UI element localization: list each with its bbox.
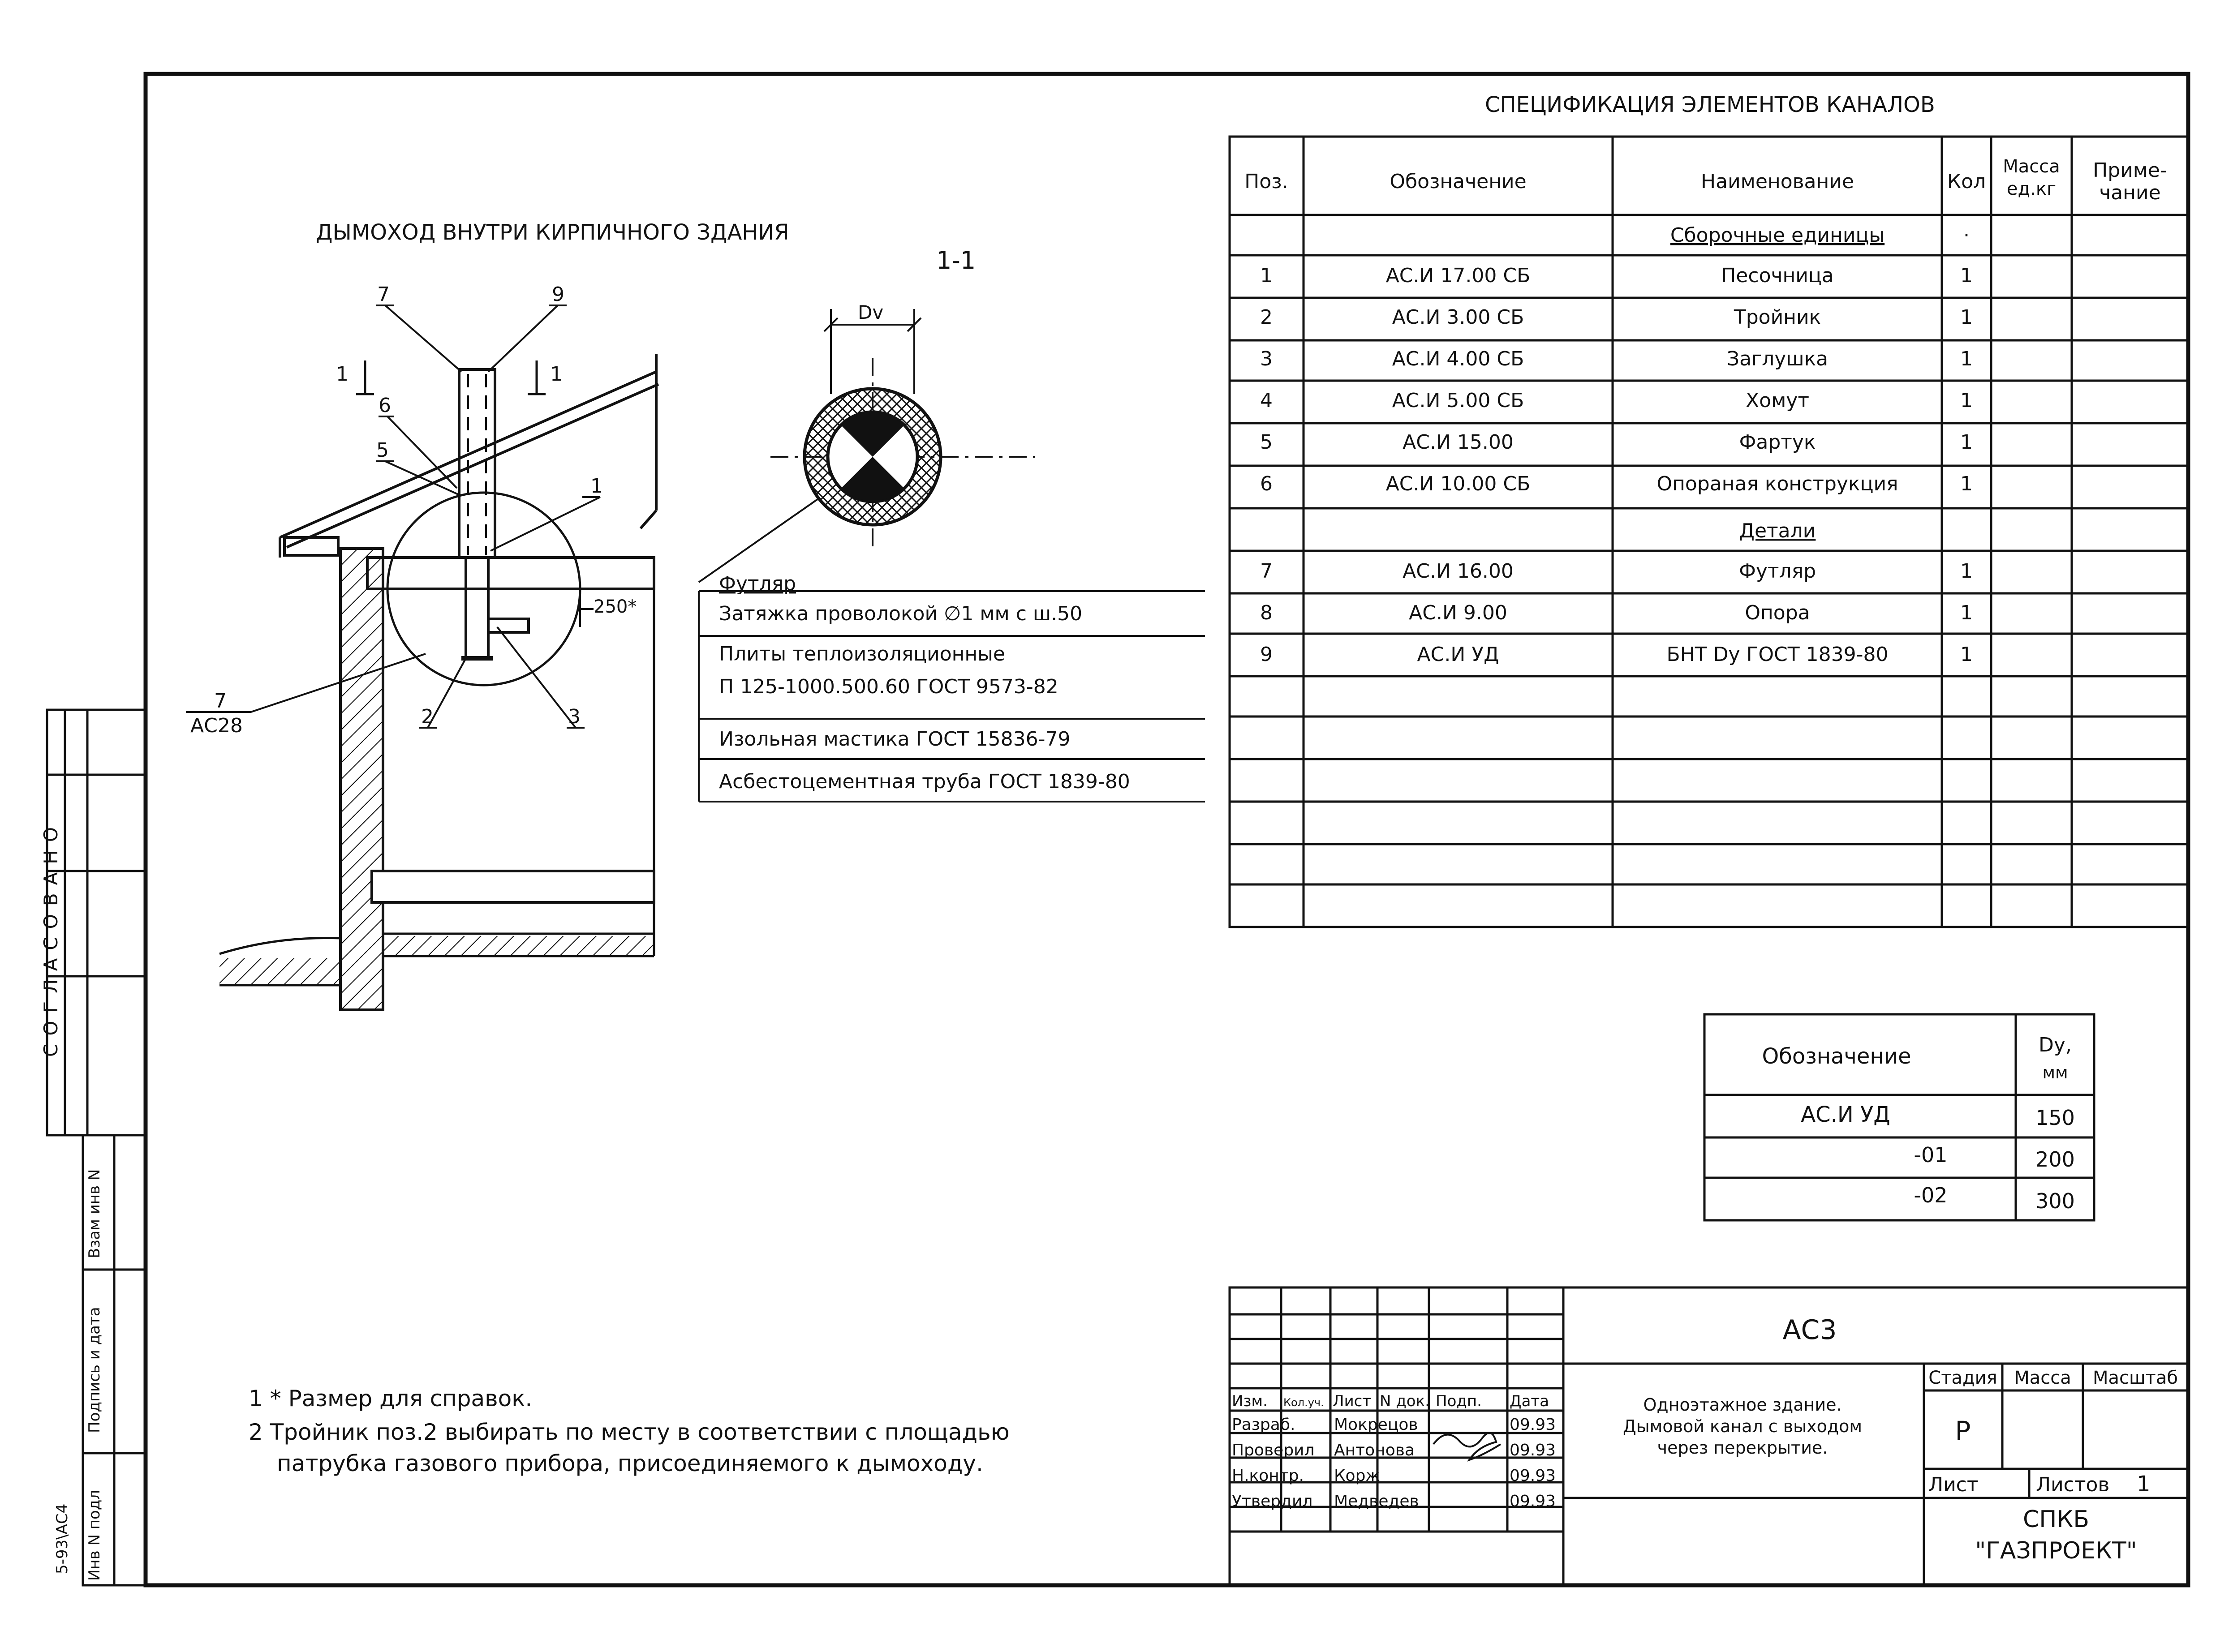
tb-sheets-label: Листов — [2036, 1473, 2110, 1496]
spec-cell-name: БНТ Dy ГОСТ 1839-80 — [1666, 643, 1889, 666]
callout-7-lower: 7 — [214, 690, 227, 712]
callout-1: 1 — [590, 475, 603, 498]
table-row — [1260, 306, 1973, 329]
side-stamp — [47, 710, 146, 1585]
spec-cell-pos: 2 — [1260, 306, 1273, 329]
tb-col-ndok: N док. — [1380, 1392, 1430, 1410]
dy-row-1-dy: 150 — [2035, 1106, 2075, 1130]
tb-stage-label: Стадия — [1928, 1368, 1997, 1388]
callout-2: 3 — [568, 705, 581, 728]
section-mark-right: 1 — [550, 363, 563, 386]
stamp-code-label: 5-93\АС4 — [53, 1503, 71, 1574]
tb-stage-value: Р — [1955, 1416, 1971, 1446]
spec-cell-qty: 1 — [1960, 472, 1973, 495]
spec-cell-qty: 1 — [1960, 643, 1973, 666]
table-row — [1260, 601, 1973, 624]
table-row — [1260, 643, 1973, 666]
callout-leaders — [186, 305, 600, 728]
signature — [1433, 1433, 1501, 1460]
spec-header-note-2: чание — [2099, 181, 2161, 204]
tb-role: Н.контр. — [1232, 1467, 1304, 1485]
spec-header-mass: Масса — [2003, 156, 2060, 177]
spec-section-assembly-qty: · — [1963, 224, 1970, 247]
note-2: 2 Тройник поз.2 выбирать по месту в соответствии с площадью — [249, 1419, 1010, 1445]
spec-header-pos: Поз. — [1244, 170, 1288, 193]
dy-row-3-des: -02 — [1914, 1183, 1948, 1207]
spec-cell-name: Песочница — [1721, 264, 1834, 287]
dy-header-dy: Dy, — [2039, 1034, 2072, 1056]
table-row — [1260, 348, 1973, 370]
spec-cell-qty: 1 — [1960, 431, 1973, 454]
spec-cell-name: Опора — [1745, 601, 1810, 624]
note-2-cont: патрубка газового прибора, присоединяемого к дымоходу. — [277, 1450, 983, 1476]
tb-col-kolu: Кол.уч. — [1283, 1396, 1324, 1409]
spec-cell-designation: АС.И 4.00 СБ — [1392, 348, 1524, 370]
spec-cell-pos: 3 — [1260, 348, 1273, 370]
tb-col-data: Дата — [1510, 1392, 1549, 1410]
stamp-agreed-label: СОГЛАСОВАНО — [40, 819, 62, 1057]
stamp-inv-label: Инв N подл — [86, 1489, 103, 1581]
spec-cell-pos: 6 — [1260, 472, 1273, 495]
building-section — [186, 283, 658, 1010]
spec-cell-pos: 9 — [1260, 643, 1273, 666]
tb-date: 09.93 — [1510, 1492, 1556, 1510]
spec-cell-qty: 1 — [1960, 264, 1973, 287]
tb-col-podp: Подп. — [1436, 1392, 1482, 1410]
callout-3: 2 — [421, 705, 434, 728]
tb-col-list: Лист — [1333, 1392, 1372, 1410]
sheet-frame — [146, 74, 2188, 1585]
spec-section-assembly: Сборочные единицы — [1670, 224, 1885, 247]
spec-row-lines — [1230, 215, 2188, 884]
note-1: 1 * Размер для справок. — [249, 1386, 533, 1412]
spec-cell-pos: 8 — [1260, 601, 1273, 624]
dy-row-1-des: АС.И УД — [1801, 1102, 1890, 1127]
layer-insulation-spec: П 125-1000.500.60 ГОСТ 9573-82 — [719, 675, 1058, 698]
dimension-250-text: 250* — [594, 596, 637, 617]
spec-cell-designation: АС.И 9.00 — [1409, 601, 1507, 624]
spec-section-details: Детали — [1739, 519, 1816, 542]
tb-date: 09.93 — [1510, 1416, 1556, 1434]
dy-header-des: Обозначение — [1762, 1044, 1911, 1069]
spec-cell-pos: 4 — [1260, 389, 1273, 412]
tb-person: Корж — [1334, 1467, 1380, 1485]
spec-rows-details — [1260, 560, 1973, 666]
spec-cell-designation: АС.И 15.00 — [1403, 431, 1514, 454]
layer-casing: Футляр — [719, 572, 796, 595]
pipe-cross-section — [699, 309, 1035, 582]
spec-cell-designation: АС.И УД — [1417, 643, 1499, 666]
callout-5: 5 — [376, 439, 389, 462]
table-row — [1260, 560, 1973, 583]
diameter-label: Dv — [858, 301, 884, 323]
spec-header-name: Наименование — [1701, 170, 1854, 193]
spec-cell-qty: 1 — [1960, 389, 1973, 412]
callout-7-ref: АС28 — [190, 714, 243, 737]
spec-cell-name: Заглушка — [1726, 348, 1829, 370]
spec-cell-name: Опораная конструкция — [1656, 472, 1898, 495]
stamp-vzam-label: Взам инв N — [86, 1169, 103, 1258]
tb-role: Проверил — [1232, 1441, 1315, 1459]
tb-role: Разраб. — [1232, 1416, 1295, 1434]
chimney-pipe — [459, 369, 529, 658]
layer-mastic: Изольная мастика ГОСТ 15836-79 — [719, 728, 1071, 751]
tb-sheets-value: 1 — [2137, 1472, 2151, 1497]
tb-org-1: СПКБ — [2022, 1506, 2090, 1533]
tb-person: Антонова — [1334, 1441, 1415, 1459]
dy-row-2-des: -01 — [1914, 1143, 1948, 1167]
spec-cell-qty: 1 — [1960, 348, 1973, 370]
tb-person: Медведев — [1334, 1492, 1419, 1510]
table-row — [1260, 264, 1973, 287]
tb-org-2: "ГАЗПРОЕКТ" — [1975, 1537, 2137, 1564]
spec-cell-qty: 1 — [1960, 560, 1973, 583]
tb-date: 09.93 — [1510, 1441, 1556, 1459]
attic-slab — [367, 558, 654, 589]
layer-pipe: Асбестоцементная труба ГОСТ 1839-80 — [719, 770, 1130, 793]
callout-6: 6 — [379, 394, 391, 417]
spec-cell-designation: АС.И 17.00 СБ — [1385, 264, 1531, 287]
tb-sheet-label: Лист — [1928, 1473, 1979, 1496]
spec-cell-designation: АС.И 5.00 СБ — [1392, 389, 1524, 412]
table-row — [1260, 389, 1973, 412]
spec-header-note: Приме- — [2093, 159, 2167, 182]
spec-cell-pos: 5 — [1260, 431, 1273, 454]
stamp-podpis-label: Подпись и дата — [86, 1307, 103, 1433]
spec-title: СПЕЦИФИКАЦИЯ ЭЛЕМЕНТОВ КАНАЛОВ — [1485, 92, 1935, 117]
spec-header-designation: Обозначение — [1390, 170, 1527, 193]
layer-insulation: Плиты теплоизоляционные — [719, 643, 1005, 665]
spec-cell-name: Тройник — [1734, 306, 1821, 329]
spec-header-qty: Кол — [1947, 170, 1986, 193]
spec-cell-designation: АС.И 10.00 СБ — [1385, 472, 1531, 495]
spec-cell-qty: 1 — [1960, 601, 1973, 624]
floor-slab — [372, 871, 654, 902]
tb-person: Мокрецов — [1334, 1416, 1418, 1434]
tb-description-1: Одноэтажное здание. — [1643, 1395, 1842, 1415]
section-mark-left: 1 — [336, 363, 349, 386]
tb-description-2: Дымовой канал с выходом — [1622, 1416, 1863, 1436]
dy-row-2-dy: 200 — [2035, 1147, 2075, 1171]
spec-cell-designation: АС.И 3.00 СБ — [1392, 306, 1524, 329]
callout-9: 9 — [552, 283, 564, 306]
dy-row-3-dy: 300 — [2035, 1189, 2075, 1213]
table-row — [1260, 431, 1973, 454]
tb-description-3: через перекрытие. — [1657, 1438, 1828, 1458]
brick-wall — [340, 549, 383, 1010]
tb-scale-label: Масштаб — [2092, 1368, 2178, 1388]
drawing-title: ДЫМОХОД ВНУТРИ КИРПИЧНОГО ЗДАНИЯ — [316, 220, 789, 245]
dy-header-unit: мм — [2042, 1063, 2068, 1082]
spec-cell-pos: 1 — [1260, 264, 1273, 287]
tb-col-izm: Изм. — [1232, 1392, 1268, 1410]
tb-code: АС3 — [1782, 1314, 1837, 1346]
tb-mass-label: Масса — [2014, 1368, 2071, 1388]
layer-wire: Затяжка проволокой ∅1 мм с ш.50 — [719, 602, 1083, 625]
tb-date: 09.93 — [1510, 1467, 1556, 1485]
callout-7: 7 — [377, 283, 390, 306]
spec-cell-name: Хомут — [1746, 389, 1809, 412]
spec-cell-qty: 1 — [1960, 306, 1973, 329]
spec-header-mass-unit: ед.кг — [2006, 179, 2057, 199]
spec-cell-name: Футляр — [1738, 560, 1816, 583]
tb-role: Утвердил — [1232, 1492, 1313, 1510]
spec-cell-pos: 7 — [1260, 560, 1273, 583]
dimension-250 — [580, 591, 594, 627]
section-markers — [356, 360, 546, 394]
section-title: 1-1 — [936, 246, 976, 275]
table-row — [1260, 472, 1973, 495]
spec-cell-name: Фартук — [1739, 431, 1816, 454]
spec-cell-designation: АС.И 16.00 — [1403, 560, 1514, 583]
